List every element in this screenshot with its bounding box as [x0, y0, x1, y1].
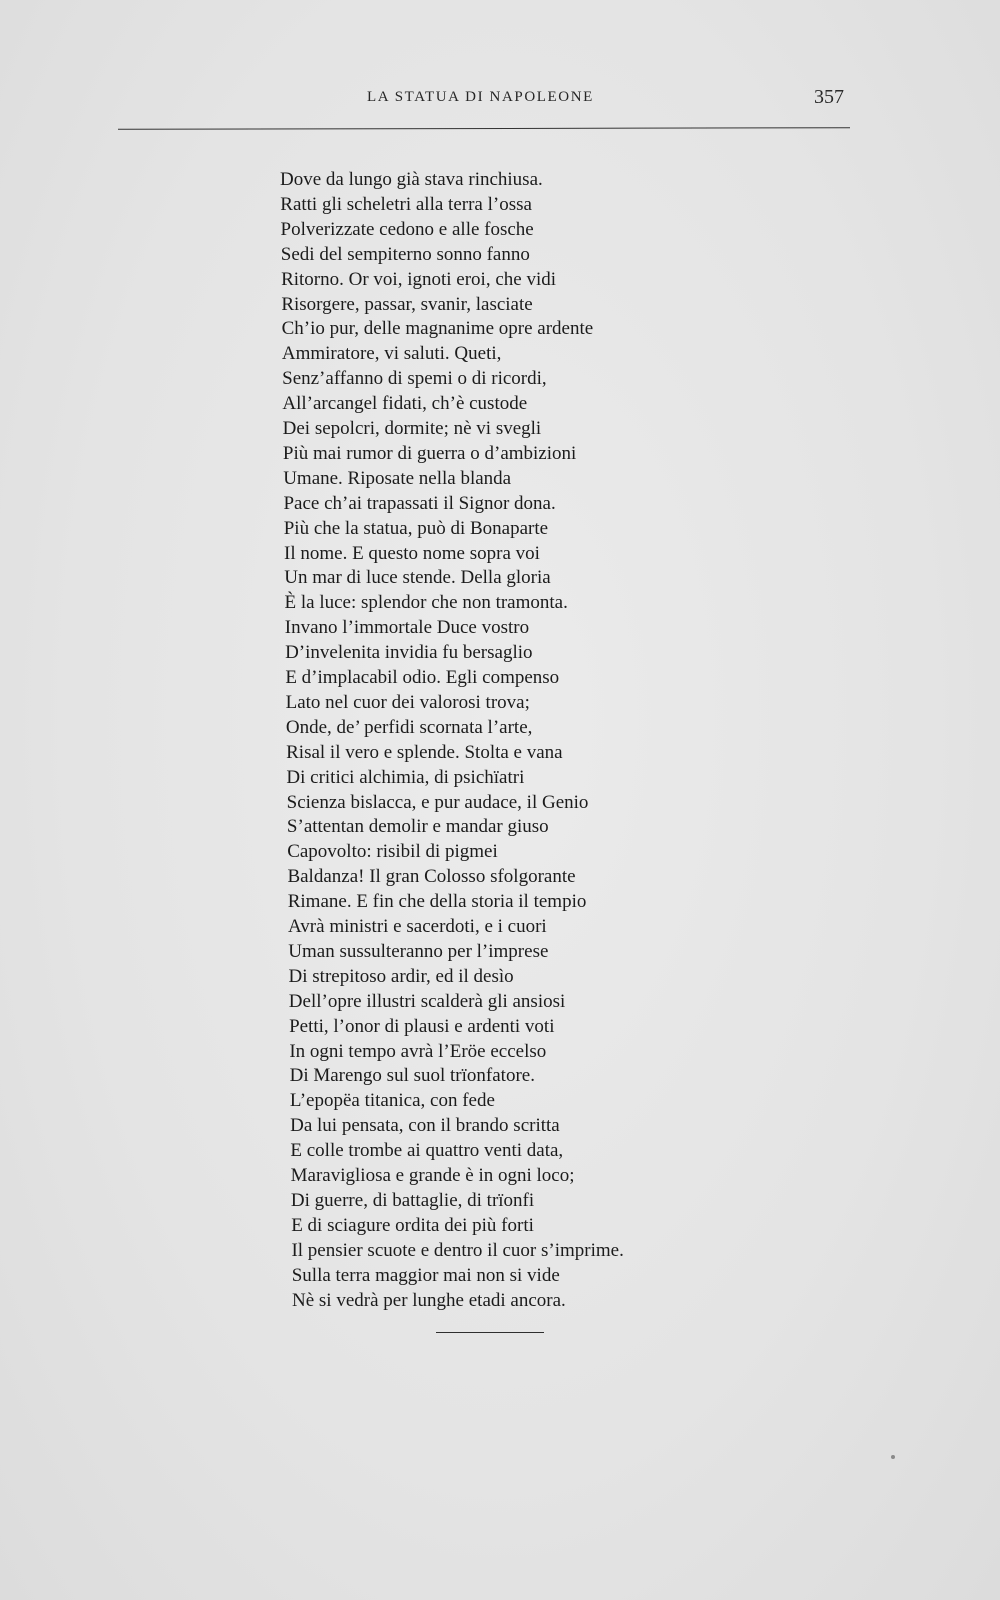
- verse-line: Umane. Riposate nella blanda: [283, 467, 512, 489]
- verse-line: Rimane. E fin che della storia il tempio: [287, 891, 587, 913]
- verse-line: Ch’io pur, delle magnanime opre ardente: [281, 318, 594, 340]
- verse-line: S’attentan demolir e mandar giuso: [286, 816, 549, 838]
- verse-line: Il nome. E questo nome sopra voi: [284, 542, 540, 564]
- verse-line: Ritorno. Or voi, ignoti eroi, che vidi: [281, 268, 556, 290]
- verse-line: Lato nel cuor dei valorosi trova;: [285, 691, 530, 713]
- verse-line: È la luce: splendor che non tramonta.: [284, 592, 568, 614]
- verse-line: L’epopëa titanica, con fede: [289, 1090, 495, 1112]
- header-rule: [118, 127, 850, 130]
- verse-line: Più che la statua, può di Bonaparte: [283, 517, 549, 539]
- end-rule: [436, 1332, 544, 1333]
- verse-line: Avrà ministri e sacerdoti, e i cuori: [288, 916, 547, 937]
- verse-line: Nè si vedrà per lunghe etadi ancora.: [292, 1289, 566, 1311]
- verse-line: Ratti gli scheletri alla terra l’ossa: [280, 193, 532, 215]
- verse-line: Scienza bislacca, e pur audace, il Genio: [286, 791, 589, 813]
- verse-line: In ogni tempo avrà l’Eröe eccelso: [289, 1040, 547, 1062]
- verse-line: Da lui pensata, con il brando scritta: [290, 1115, 560, 1137]
- verse-line: Dove da lungo già stava rinchiusa.: [280, 169, 543, 190]
- verse-line: Capovolto: risibil di pigmei: [287, 841, 498, 863]
- verse-line: Pace ch’ai trapassati il Signor dona.: [283, 492, 556, 514]
- page-number: 357: [814, 86, 844, 108]
- verse-line: E d’implacabil odio. Egli compenso: [285, 667, 560, 688]
- verse-line: Risorgere, passar, svanir, lasciate: [281, 293, 533, 315]
- verse-line: Più mai rumor di guerra o d’ambizioni: [282, 442, 577, 464]
- running-header: [0, 86, 1000, 116]
- verse-line: Maravigliosa e grande è in ogni loco;: [290, 1165, 575, 1186]
- verse-line: Baldanza! Il gran Colosso sfolgorante: [287, 866, 576, 888]
- verse-line: Un mar di luce stende. Della gloria: [284, 567, 551, 589]
- verse-line: Di guerre, di battaglie, di trïonfi: [290, 1189, 535, 1211]
- verse-line: Onde, de’ perfidi scornata l’arte,: [285, 716, 533, 738]
- verse-line: Dell’opre illustri scalderà gli ansiosi: [288, 990, 566, 1012]
- verse-line: Di critici alchimia, di psichïatri: [286, 766, 525, 788]
- verse-line: Senz’affanno di spemi o di ricordi,: [282, 368, 547, 390]
- verse-line: E di sciagure ordita dei più forti: [291, 1214, 534, 1236]
- verse-line: Sulla terra maggior mai non si vide: [291, 1264, 560, 1286]
- paper-speck: [891, 1455, 895, 1459]
- verse-line: E colle trombe ai quattro venti data,: [290, 1140, 564, 1162]
- verse-line: Polverizzate cedono e alle fosche: [280, 218, 534, 240]
- verse-line: Risal il vero e splende. Stolta e vana: [286, 741, 563, 763]
- verse-line: Uman sussulteranno per l’imprese: [288, 940, 549, 962]
- verse-line: Dei sepolcri, dormite; nè vi svegli: [282, 418, 542, 439]
- running-title: LA STATUA DI NAPOLEONE: [367, 89, 594, 105]
- verse-line: Ammiratore, vi saluti. Queti,: [281, 343, 502, 365]
- verse-line: Di Marengo sul suol trïonfatore.: [289, 1065, 535, 1087]
- verse-line: Il pensier scuote e dentro il cuor s’imprime.: [291, 1239, 624, 1261]
- verse-line: Sedi del sempiterno sonno fanno: [280, 243, 530, 265]
- verse-line: All’arcangel fidati, ch’è custode: [282, 393, 528, 415]
- verse-line: Petti, l’onor di plausi e ardenti voti: [289, 1015, 555, 1037]
- verse-line: Invano l’immortale Duce vostro: [284, 617, 530, 639]
- verse-line: Di strepitoso ardir, ed il desìo: [288, 965, 514, 987]
- verse-line: D’invelenita invidia fu bersaglio: [285, 642, 533, 664]
